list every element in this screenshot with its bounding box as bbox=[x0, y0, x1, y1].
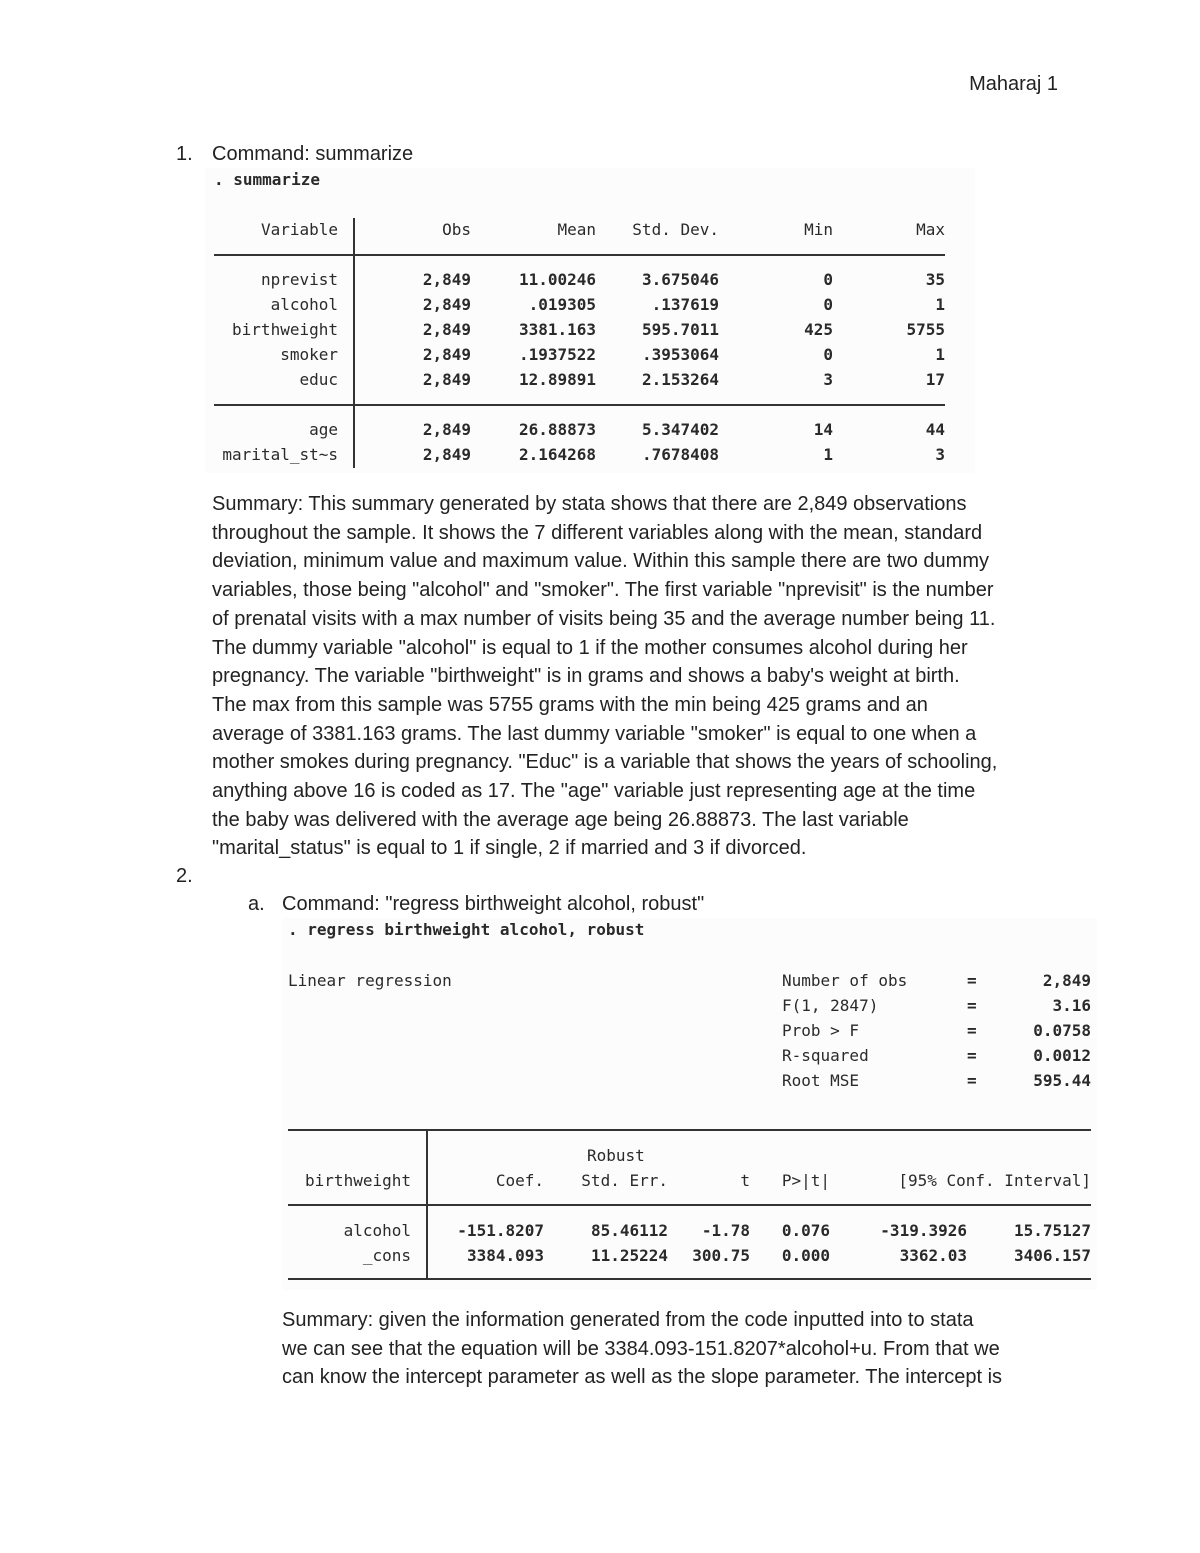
table-rule bbox=[288, 1204, 1091, 1206]
stat-label: R-squared bbox=[782, 1046, 869, 1065]
column-header: t bbox=[740, 1171, 750, 1190]
table-cell: 3 bbox=[823, 370, 833, 389]
table-cell: 11.25224 bbox=[590, 1246, 668, 1265]
table-cell: 3.675046 bbox=[641, 270, 719, 289]
table-cell: 2,849 bbox=[422, 295, 471, 314]
stat-value: 0.0012 bbox=[1033, 1046, 1091, 1065]
table-cell: 26.88873 bbox=[518, 420, 596, 439]
summary-line: the baby was delivered with the average age being 26.88873. The last variable bbox=[212, 808, 909, 831]
stat-equals: = bbox=[967, 1071, 977, 1090]
table-cell: -151.8207 bbox=[457, 1221, 544, 1240]
table-cell: 5.347402 bbox=[641, 420, 719, 439]
summary-line: we can see that the equation will be 3384.093-151.8207*alcohol+u. From that we bbox=[282, 1337, 1000, 1360]
column-header: Obs bbox=[442, 220, 471, 239]
variable-name: educ bbox=[299, 370, 338, 389]
summary-line: Summary: This summary generated by stata shows that there are 2,849 observations bbox=[212, 493, 967, 515]
table-rule bbox=[214, 254, 945, 256]
stat-equals: = bbox=[967, 1046, 977, 1065]
stat-label: Prob > F bbox=[782, 1021, 860, 1040]
table-cell: 0 bbox=[823, 345, 833, 364]
column-header: Mean bbox=[557, 220, 596, 239]
stat-equals: = bbox=[967, 996, 977, 1015]
variable-name: _cons bbox=[362, 1246, 411, 1265]
column-header: Min bbox=[804, 220, 833, 239]
running-head: Maharaj 1 bbox=[969, 73, 1058, 95]
table-cell: 300.75 bbox=[692, 1246, 750, 1265]
question-2a-command-label: Command: "regress birthweight alcohol, robust" bbox=[282, 893, 705, 915]
table-cell: 3406.157 bbox=[1013, 1246, 1091, 1265]
stat-label: Number of obs bbox=[782, 971, 908, 990]
stat-equals: = bbox=[967, 1021, 977, 1040]
summarize-command: . summarize bbox=[214, 170, 320, 189]
table-cell: 0 bbox=[823, 295, 833, 314]
column-header: P>|t| bbox=[781, 1171, 830, 1190]
variable-name: alcohol bbox=[343, 1221, 411, 1240]
variable-name: alcohol bbox=[270, 295, 338, 314]
table-rule bbox=[288, 1129, 1091, 1131]
stat-value: 2,849 bbox=[1042, 971, 1091, 990]
summary-line: mother smokes during pregnancy. "Educ" is a variable that shows the years of schooling, bbox=[212, 751, 998, 774]
column-header: birthweight bbox=[305, 1171, 411, 1190]
table-cell: 0.076 bbox=[781, 1221, 830, 1240]
stat-equals: = bbox=[967, 971, 977, 990]
table-cell: 1 bbox=[823, 445, 833, 464]
regress-command: . regress birthweight alcohol, robust bbox=[288, 920, 645, 939]
table-cell: .019305 bbox=[528, 295, 596, 314]
table-cell: 3362.03 bbox=[899, 1246, 967, 1265]
table-cell: 0 bbox=[823, 270, 833, 289]
table-cell: 44 bbox=[925, 420, 945, 439]
question-1-command-label: Command: summarize bbox=[212, 143, 414, 165]
table-cell: 2,849 bbox=[422, 420, 471, 439]
table-cell: 15.75127 bbox=[1013, 1221, 1091, 1240]
table-cell: 2,849 bbox=[422, 320, 471, 339]
stat-value: 595.44 bbox=[1033, 1071, 1091, 1090]
column-header: Std. Dev. bbox=[632, 220, 719, 239]
variable-name: nprevist bbox=[260, 270, 338, 289]
question-1-number: 1. bbox=[176, 143, 193, 165]
table-cell: 3 bbox=[935, 445, 945, 464]
table-cell: 85.46112 bbox=[590, 1221, 668, 1240]
table-rule bbox=[288, 1278, 1091, 1280]
column-header: Max bbox=[916, 220, 945, 239]
variable-name: age bbox=[309, 420, 338, 439]
summary-line: The max from this sample was 5755 grams with the min being 425 grams and an bbox=[212, 693, 928, 716]
column-header: Variable bbox=[260, 220, 338, 239]
question-2a-label: a. bbox=[248, 893, 265, 915]
variable-name: marital_st~s bbox=[222, 445, 338, 464]
variable-name: birthweight bbox=[232, 320, 338, 339]
table-cell: 5755 bbox=[906, 320, 945, 339]
summary-line: The dummy variable "alcohol" is equal to 1 if the mother consumes alcohol during her bbox=[212, 636, 968, 659]
table-cell: 2,849 bbox=[422, 345, 471, 364]
table-cell: 0.000 bbox=[781, 1246, 830, 1265]
summary-line: of prenatal visits with a max number of visits being 35 and the average number being 11. bbox=[212, 607, 996, 630]
summary-line: anything above 16 is coded as 17. The "age" variable just representing age at the time bbox=[212, 780, 976, 802]
summary-line: "marital_status" is equal to 1 if single, 2 if married and 3 if divorced. bbox=[212, 837, 807, 860]
table-cell: 595.7011 bbox=[641, 320, 719, 339]
table-cell: 14 bbox=[813, 420, 833, 439]
table-cell: -1.78 bbox=[701, 1221, 750, 1240]
table-cell: 35 bbox=[925, 270, 945, 289]
model-label: Linear regression bbox=[288, 971, 452, 990]
stat-label: Root MSE bbox=[782, 1071, 860, 1090]
summary-line: pregnancy. The variable "birthweight" is in grams and shows a baby's weight at birth. bbox=[212, 665, 960, 688]
stat-label: F(1, 2847) bbox=[782, 996, 879, 1015]
table-cell: 2,849 bbox=[422, 445, 471, 464]
table-cell: 2,849 bbox=[422, 270, 471, 289]
column-header: Coef. bbox=[495, 1171, 544, 1190]
column-header: [95% Conf. Interval] bbox=[898, 1171, 1091, 1190]
summary-line: variables, those being "alcohol" and "smoker". The first variable "nprevisit" is the number bbox=[212, 579, 994, 602]
table-cell: .7678408 bbox=[641, 445, 719, 464]
summary-line: deviation, minimum value and maximum value. Within this sample there are two dummy bbox=[212, 550, 989, 573]
table-cell: 2.153264 bbox=[641, 370, 719, 389]
summary-line: average of 3381.163 grams. The last dummy variable "smoker" is equal to one when a bbox=[212, 722, 977, 745]
table-cell: 1 bbox=[935, 345, 945, 364]
summary-line: can know the intercept parameter as well as the slope parameter. The intercept is bbox=[282, 1366, 1003, 1389]
question-2-number: 2. bbox=[176, 865, 193, 887]
summary-line: Summary: given the information generated from the code inputted into to stata bbox=[282, 1309, 974, 1331]
stat-value: 0.0758 bbox=[1033, 1021, 1091, 1040]
table-cell: 2,849 bbox=[422, 370, 471, 389]
column-header: Std. Err. bbox=[581, 1171, 668, 1190]
table-cell: 17 bbox=[925, 370, 945, 389]
table-cell: 11.00246 bbox=[518, 270, 596, 289]
table-cell: .3953064 bbox=[641, 345, 719, 364]
table-cell: -319.3926 bbox=[880, 1221, 967, 1240]
stat-value: 3.16 bbox=[1052, 996, 1091, 1015]
summary-line: throughout the sample. It shows the 7 different variables along with the mean, standard bbox=[212, 521, 983, 544]
table-cell: 3381.163 bbox=[518, 320, 596, 339]
table-cell: 425 bbox=[804, 320, 833, 339]
table-cell: 3384.093 bbox=[466, 1246, 544, 1265]
variable-name: smoker bbox=[280, 345, 338, 364]
table-cell: 2.164268 bbox=[518, 445, 596, 464]
table-cell: 1 bbox=[935, 295, 945, 314]
table-cell: 12.89891 bbox=[518, 370, 596, 389]
table-cell: .1937522 bbox=[518, 345, 596, 364]
robust-label: Robust bbox=[587, 1146, 645, 1165]
table-rule bbox=[214, 404, 945, 406]
table-cell: .137619 bbox=[651, 295, 719, 314]
